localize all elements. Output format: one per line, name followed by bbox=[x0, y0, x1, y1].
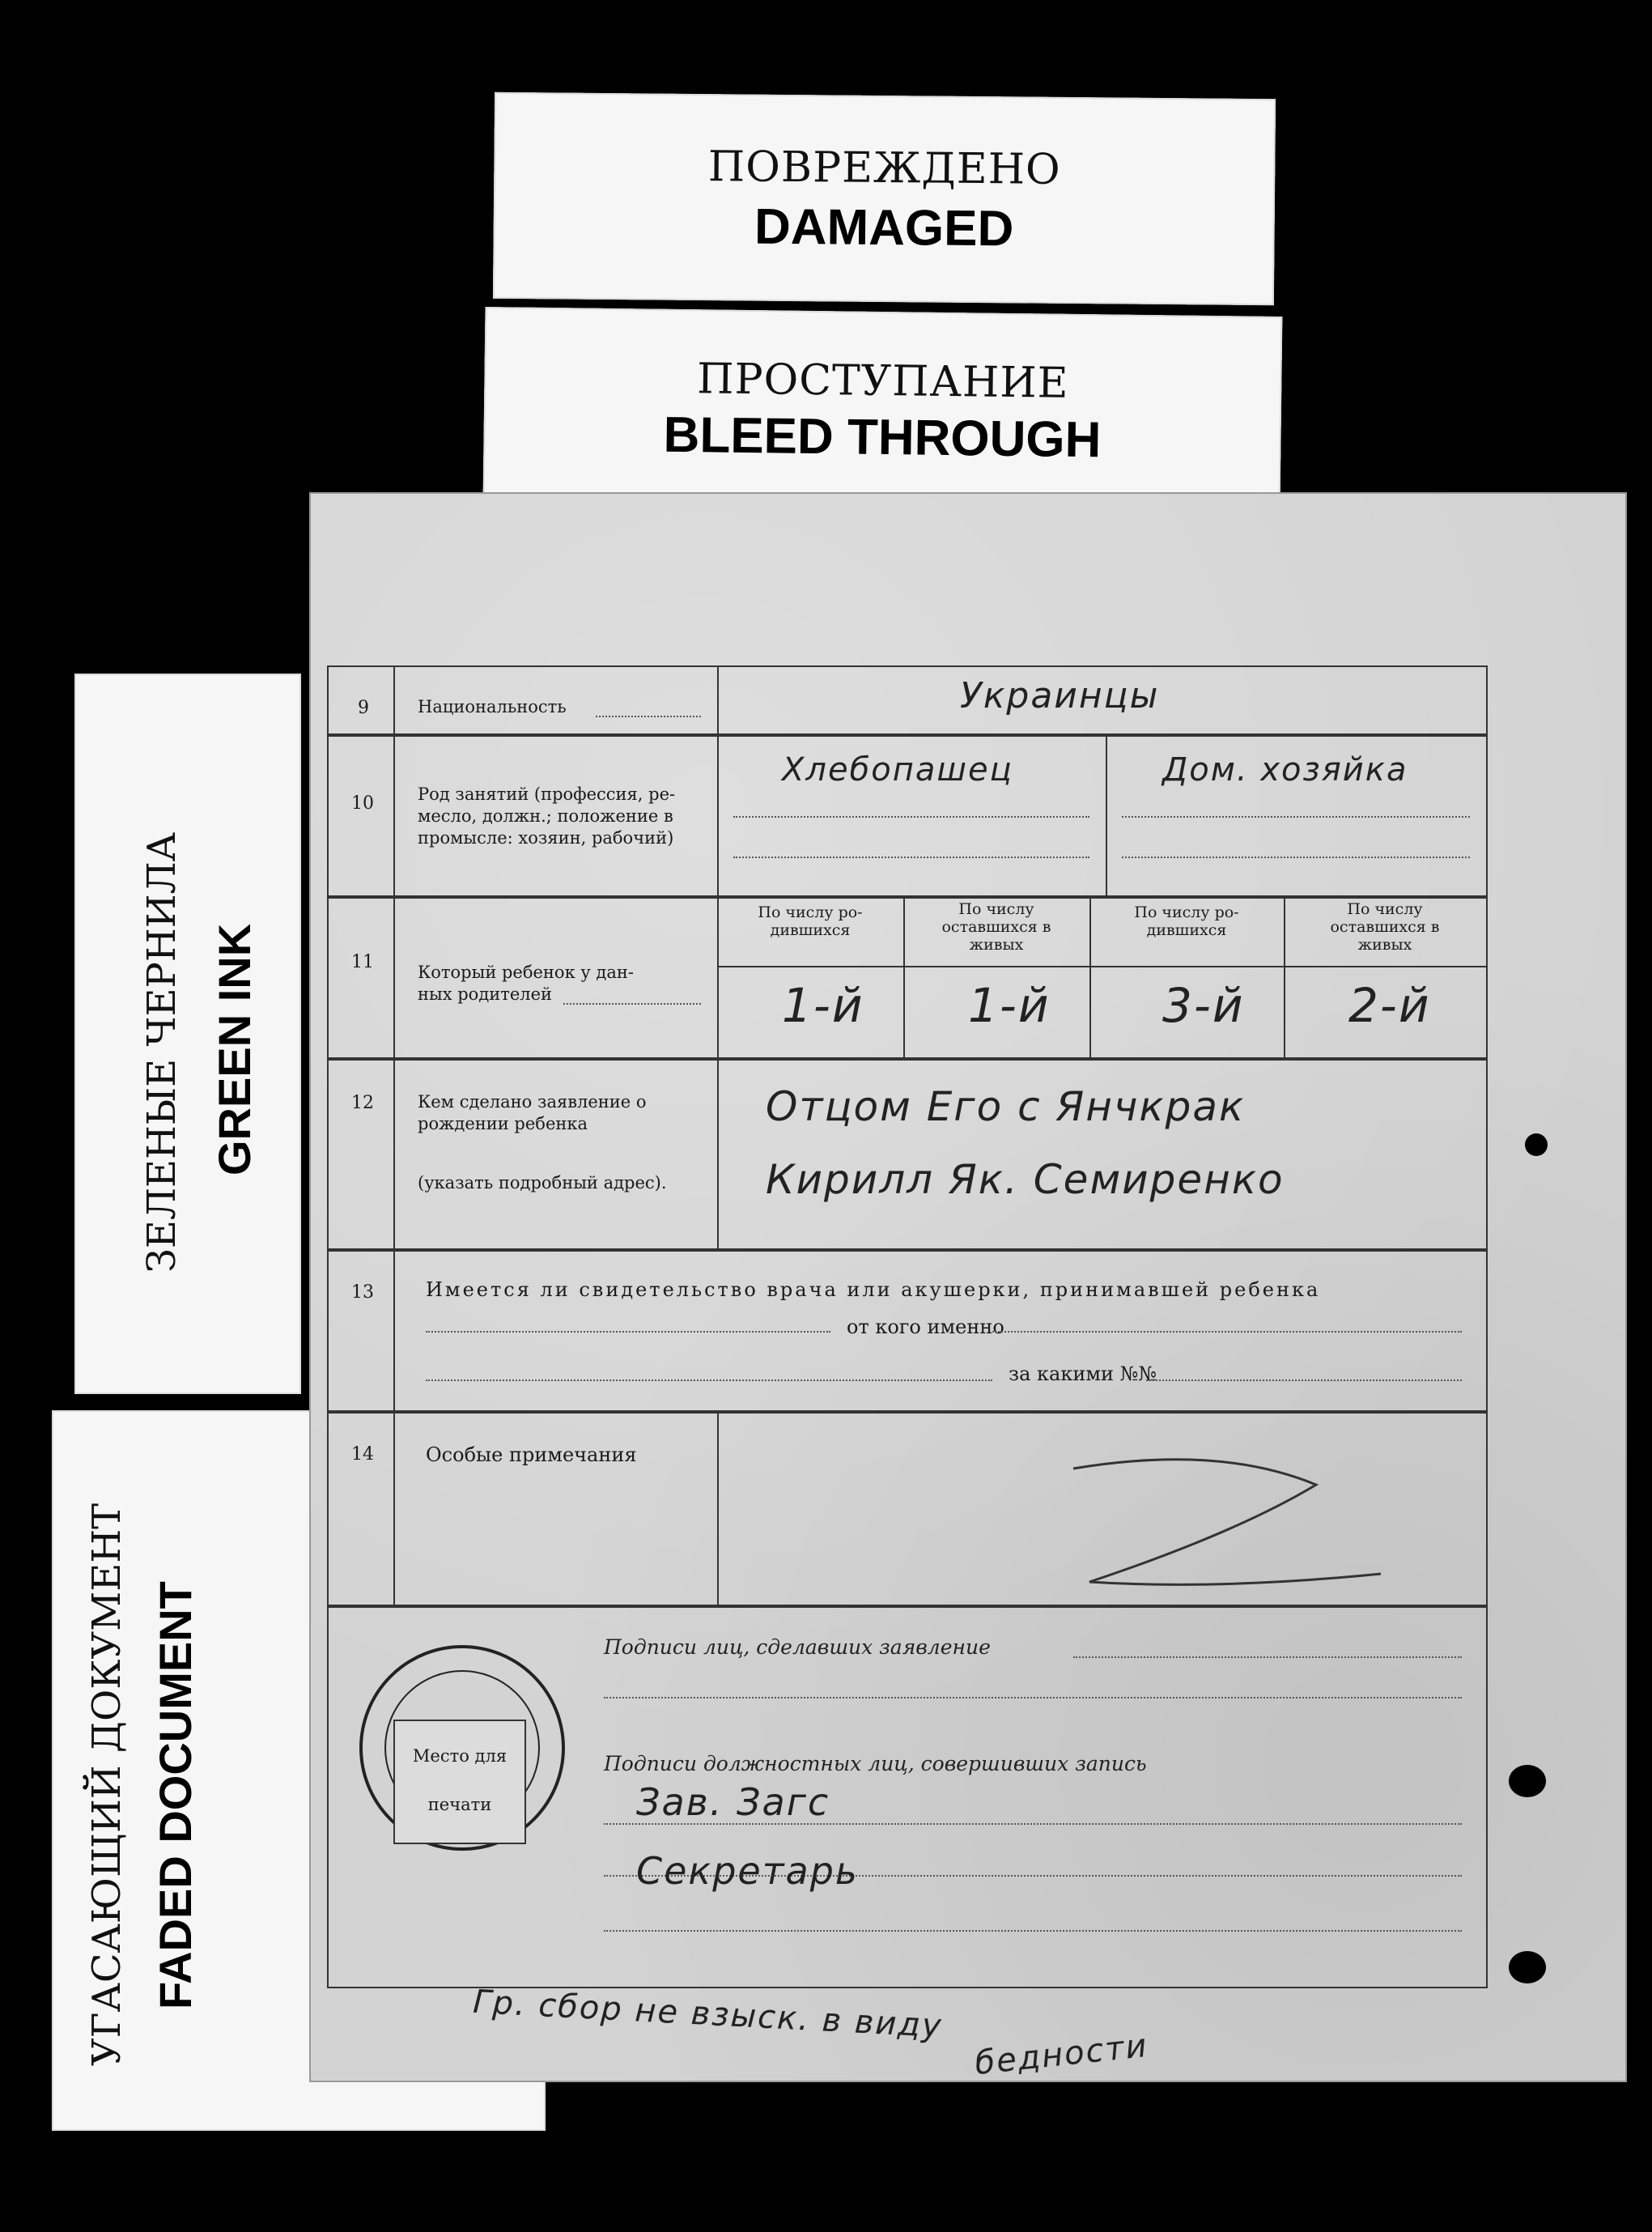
field-label-child-order-2: ных родителей bbox=[418, 984, 553, 1004]
field-label-declarant-1: Кем сделано заявление о bbox=[418, 1092, 647, 1112]
green-ink-label-card bbox=[74, 674, 301, 1394]
z-strike-mark bbox=[1057, 1436, 1397, 1598]
form-table bbox=[311, 494, 1625, 2081]
row-number: 12 bbox=[351, 1093, 374, 1113]
field-label-declarant-2: рождении ребенка bbox=[418, 1114, 588, 1133]
damaged-label-ru: ПОВРЕЖДЕНО bbox=[707, 142, 1061, 194]
field-label-nationality: Национальность bbox=[418, 697, 567, 716]
row-10 bbox=[327, 733, 1488, 899]
handwritten-child-order: 3-й bbox=[1162, 978, 1245, 1033]
field-label-declarant-address: (указать подробный адрес). bbox=[418, 1173, 667, 1193]
handwritten-occupation-mother: Дом. хозяйка bbox=[1162, 751, 1408, 789]
signatures-block bbox=[327, 1605, 1488, 1988]
column-header: По числу оставшихся в живых bbox=[941, 900, 1051, 954]
officials-signature-label: Подписи должностных лиц, совершивших запись bbox=[604, 1752, 1147, 1775]
faded-label-ru: УГАСАЮЩИЙ ДОКУМЕНТ bbox=[84, 1503, 130, 2066]
stamp-box-label-2: печати bbox=[427, 1795, 492, 1814]
handwritten-head-of-registry: Зав. Загс bbox=[636, 1780, 830, 1824]
binding-hole bbox=[1525, 1133, 1548, 1156]
stamp-box-label-1: Место для bbox=[412, 1746, 507, 1766]
damaged-label-en: DAMAGED bbox=[754, 198, 1014, 257]
damaged-label-card bbox=[493, 92, 1276, 305]
row-number: 10 bbox=[351, 793, 374, 814]
handwritten-fee-note-2: бедности bbox=[973, 2026, 1150, 2083]
field-label-occupation-3: промысле: хозяин, рабочий) bbox=[418, 828, 674, 848]
green-label-en: GREEN INK bbox=[209, 923, 260, 1176]
faded-label-en: FADED DOCUMENT bbox=[150, 1581, 201, 2009]
handwritten-nationality: Украинцы bbox=[960, 675, 1160, 716]
field-label-numbers: за какими №№ bbox=[1009, 1363, 1157, 1385]
green-label-ru: ЗЕЛЕНЫЕ ЧЕРНИЛА bbox=[139, 832, 185, 1273]
binding-hole bbox=[1509, 1765, 1546, 1797]
row-number: 11 bbox=[351, 952, 374, 972]
field-label-child-order-1: Который ребенок у дан- bbox=[418, 963, 634, 982]
row-11 bbox=[327, 895, 1488, 1061]
field-label-from-whom: от кого именно bbox=[847, 1316, 1004, 1338]
row-13 bbox=[327, 1248, 1488, 1414]
applicant-signature-label: Подписи лиц, сделавших заявление bbox=[604, 1635, 991, 1659]
bleed-label-ru: ПРОСТУПАНИЕ bbox=[696, 355, 1069, 408]
row-number: 14 bbox=[351, 1444, 374, 1465]
field-label-occupation-2: месло, должн.; положение в bbox=[418, 806, 673, 826]
handwritten-child-order: 1-й bbox=[782, 978, 864, 1033]
row-9 bbox=[327, 665, 1488, 737]
column-header: По числу ро- дившихся bbox=[1134, 903, 1239, 939]
field-label-occupation-1: Род занятий (профессия, ре- bbox=[418, 784, 676, 804]
field-label-special-notes: Особые примечания bbox=[426, 1443, 637, 1466]
field-label-medical-certificate: Имеется ли свидетельство врача или акушерки, принимавшей ребенка bbox=[426, 1278, 1321, 1301]
bleed-label-en: BLEED THROUGH bbox=[663, 406, 1102, 469]
column-header: По числу ро- дившихся bbox=[758, 903, 863, 939]
row-number: 13 bbox=[351, 1282, 374, 1303]
handwritten-declarant-line-1: Отцом Его с Янчкрак bbox=[766, 1083, 1246, 1130]
handwritten-secretary: Секретарь bbox=[636, 1849, 859, 1893]
bleed-through-label-card bbox=[483, 307, 1283, 509]
column-header: По числу оставшихся в живых bbox=[1330, 900, 1440, 954]
row-12 bbox=[327, 1057, 1488, 1252]
birth-record-page bbox=[309, 492, 1627, 2082]
handwritten-child-order: 2-й bbox=[1348, 978, 1431, 1033]
row-14 bbox=[327, 1410, 1488, 1608]
handwritten-child-order: 1-й bbox=[968, 978, 1051, 1033]
row-number: 9 bbox=[358, 698, 369, 718]
stamp-place-box bbox=[393, 1720, 526, 1844]
handwritten-declarant-line-2: Кирилл Як. Семиренко bbox=[766, 1156, 1285, 1203]
handwritten-occupation-father: Хлебопашец bbox=[782, 751, 1013, 789]
handwritten-fee-note-1: Гр. сбор не взыск. в виду bbox=[472, 1983, 944, 2046]
binding-hole bbox=[1509, 1951, 1546, 1983]
